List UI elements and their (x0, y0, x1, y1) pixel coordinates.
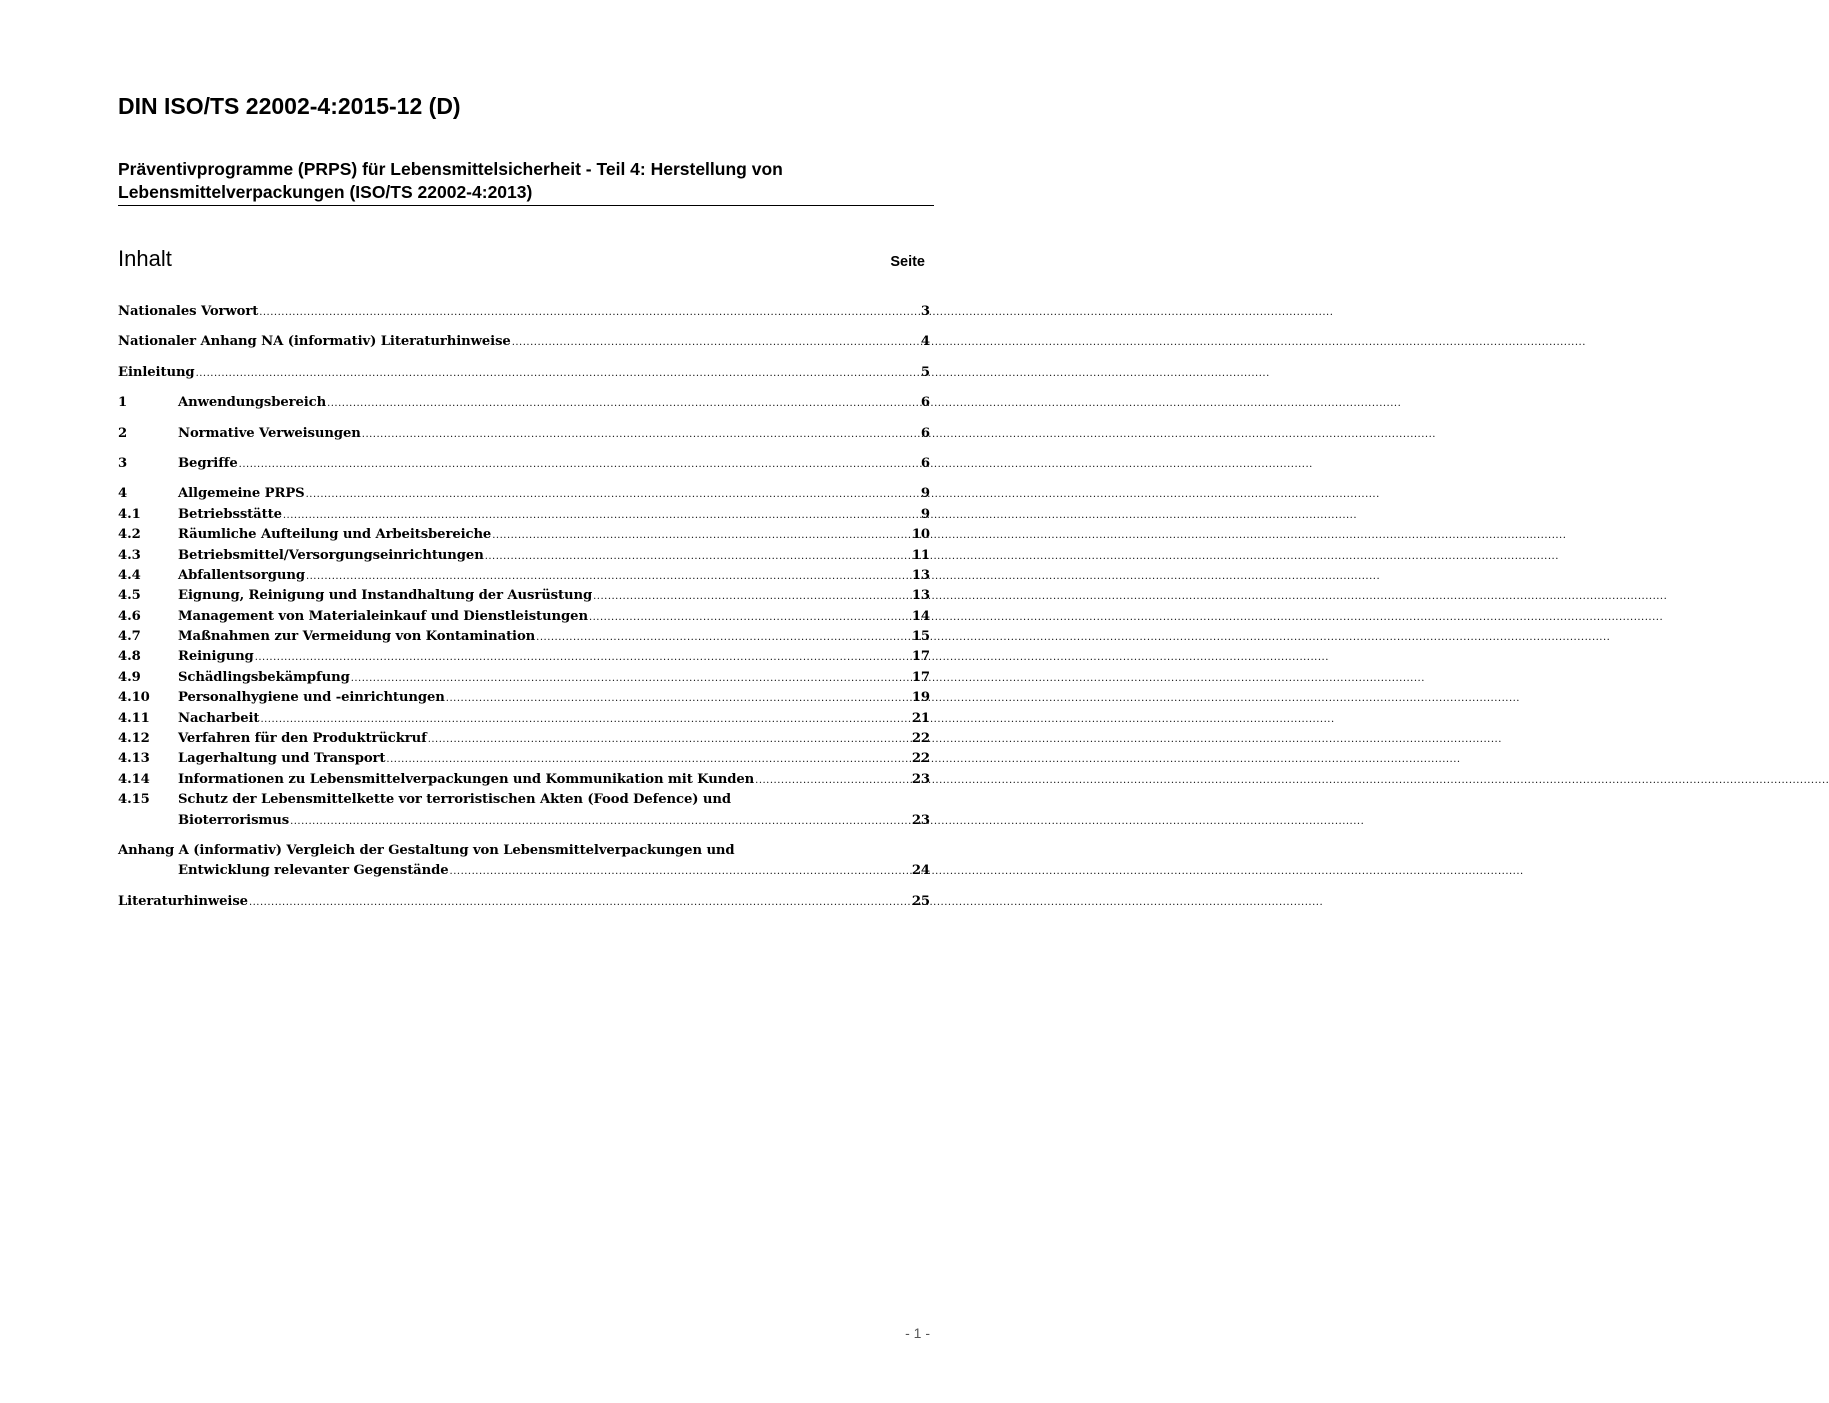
document-subtitle (118, 158, 934, 204)
toc-entry-number: 4.7 (118, 629, 141, 645)
toc-entry-number: 4.4 (118, 567, 141, 583)
toc-leader-dots (306, 485, 920, 505)
toc-leader-dots (259, 303, 920, 323)
toc-entry-label: Anwendungsbereich (178, 395, 327, 411)
toc-entry-label: Nacharbeit (178, 710, 260, 726)
toc-leader-dots (428, 730, 911, 750)
toc-leader-dots (239, 455, 920, 475)
toc-entry-number: 4.10 (118, 690, 150, 706)
toc-entry-label: Reinigung (178, 649, 254, 665)
toc-leader-dots (492, 526, 911, 546)
toc-entry-4-1[interactable] (118, 505, 930, 525)
toc-entry-label: Betriebsmittel/Versorgungseinrichtungen (178, 547, 484, 563)
toc-entry-number: 2 (118, 425, 128, 441)
toc-leader-dots (386, 750, 910, 770)
toc-leader-dots (485, 547, 911, 567)
toc-entry-number: 4.9 (118, 669, 141, 685)
document-title: DIN ISO/TS 22002-4:2015-12 (D) (118, 93, 461, 119)
toc-entry-4-3[interactable] (118, 546, 930, 566)
toc-entry-label: Betriebsstätte (178, 506, 282, 522)
toc-entry-4-11[interactable] (118, 709, 930, 729)
toc-entry-number: 4.1 (118, 506, 141, 522)
toc-entry-page: 3 (920, 304, 930, 319)
toc-entry-number: 4.6 (118, 608, 141, 624)
toc-entry-label: Informationen zu Lebensmittelverpackungen und Kommunikation mit Kunden (178, 771, 755, 787)
toc-entry-page: 6 (920, 395, 930, 411)
toc-entry-nationales-vorwort[interactable] (118, 302, 930, 322)
toc-leader-dots (755, 771, 911, 791)
toc-entry-4-5[interactable] (118, 586, 930, 606)
toc-entry-label: Nationaler Anhang NA (informativ) Literaturhinweise (118, 334, 511, 350)
toc-entry-number: 4.12 (118, 731, 150, 747)
toc-leader-dots (450, 862, 911, 882)
toc-entry-page: 14 (911, 608, 930, 624)
toc-entry-1[interactable] (118, 393, 930, 413)
toc-entry-label-line1: Schutz der Lebensmittelkette vor terroristischen Akten (Food Defence) und (178, 792, 731, 808)
page-number: - 1 - (905, 1325, 930, 1341)
toc-entry-page: 4 (920, 334, 930, 350)
toc-entry-page: 10 (911, 527, 930, 543)
toc-entry-literaturhinweise[interactable] (118, 892, 930, 912)
toc-leader-dots (306, 567, 911, 587)
toc-entry-page: 19 (911, 690, 930, 706)
toc-leader-dots (351, 669, 911, 689)
toc-entry-label: Personalhygiene und -einrichtungen (178, 690, 445, 706)
toc-entry-label: Literaturhinweise (118, 893, 248, 909)
toc-entry-2[interactable] (118, 424, 930, 444)
title-divider (118, 205, 934, 206)
toc-entry-label: Nationales Vorwort (118, 304, 259, 319)
toc-entry-label: Maßnahmen zur Vermeidung von Kontamination (178, 629, 536, 645)
toc-leader-dots (593, 587, 911, 607)
toc-leader-dots (196, 364, 920, 384)
toc-entry-page: 17 (911, 649, 930, 665)
toc-page-column-heading: Seite (890, 254, 925, 270)
toc-entry-label: Normative Verweisungen (178, 425, 361, 441)
toc-entry-page: 6 (920, 425, 930, 441)
toc-leader-dots (283, 506, 920, 526)
toc-entry-4-14[interactable] (118, 770, 930, 790)
toc-entry-page: 23 (911, 771, 930, 787)
toc-entry-page: 21 (911, 710, 930, 726)
toc-entry-label: Eignung, Reinigung und Instandhaltung der Ausrüstung (178, 588, 593, 604)
toc-leader-dots (589, 608, 911, 628)
toc-entry-4-10[interactable] (118, 688, 930, 708)
toc-entry-page: 6 (920, 455, 930, 471)
toc-entry-anhang-a[interactable] (118, 841, 930, 882)
toc-entry-label: Räumliche Aufteilung und Arbeitsbereiche (178, 527, 492, 543)
toc-entry-page: 23 (911, 812, 930, 828)
toc-leader-dots (327, 394, 920, 414)
toc-entry-4-12[interactable] (118, 729, 930, 749)
toc-leader-dots (512, 333, 920, 353)
toc-leader-dots (536, 628, 911, 648)
toc-entry-page: 22 (911, 751, 930, 767)
toc-entry-label: Verfahren für den Produktrückruf (178, 731, 427, 747)
toc-entry-4-8[interactable] (118, 647, 930, 667)
toc-entry-number: 4.3 (118, 547, 141, 563)
toc-entry-4-7[interactable] (118, 627, 930, 647)
toc-entry-3[interactable] (118, 454, 930, 474)
toc-entry-label: Abfallentsorgung (178, 567, 305, 583)
toc-entry-label: Allgemeine PRPS (178, 486, 305, 502)
toc-entry-label-line2: Bioterrorismus (178, 812, 290, 828)
toc-leader-dots (249, 893, 911, 913)
toc-entry-number: 4.5 (118, 588, 141, 604)
toc-entry-label-line1: Anhang A (informativ) Vergleich der Gestaltung von Lebensmittelverpackungen und (118, 842, 735, 858)
toc-entry-label: Lagerhaltung und Transport (178, 751, 386, 767)
toc-entry-4-15[interactable] (118, 790, 930, 831)
toc-entry-number: 4.8 (118, 649, 141, 665)
toc-entry-label: Einleitung (118, 364, 195, 380)
toc-leader-dots (446, 689, 911, 709)
toc-entry-4[interactable] (118, 484, 930, 504)
toc-entry-einleitung[interactable] (118, 363, 930, 383)
toc-entry-4-13[interactable] (118, 749, 930, 769)
table-of-contents (118, 302, 930, 912)
toc-leader-dots (362, 425, 920, 445)
toc-leader-dots (290, 812, 911, 832)
toc-entry-page: 11 (911, 547, 930, 563)
toc-entry-label: Schädlingsbekämpfung (178, 669, 350, 685)
toc-entry-nationaler-anhang[interactable] (118, 332, 930, 352)
toc-entry-4-6[interactable] (118, 607, 930, 627)
toc-entry-page: 25 (911, 893, 930, 909)
toc-entry-page: 24 (911, 863, 930, 879)
toc-entry-page: 13 (911, 588, 930, 604)
toc-entry-page: 9 (920, 506, 930, 522)
toc-entry-number: 3 (118, 455, 128, 471)
toc-entry-page: 5 (920, 364, 930, 380)
toc-leader-dots (260, 710, 910, 730)
toc-entry-number: 4.13 (118, 751, 150, 767)
toc-entry-label: Management von Materialeinkauf und Dienstleistungen (178, 608, 588, 624)
subtitle-line-1: Präventivprogramme (PRPS) für Lebensmittelsicherheit - Teil 4: Herstellung von (118, 159, 783, 179)
toc-entry-number: 4.14 (118, 771, 150, 787)
toc-entry-number: 4 (118, 486, 128, 502)
toc-entry-page: 15 (911, 629, 930, 645)
toc-entry-4-9[interactable] (118, 668, 930, 688)
toc-entry-page: 17 (911, 669, 930, 685)
subtitle-line-2: Lebensmittelverpackungen (ISO/TS 22002-4:2013) (118, 182, 533, 202)
toc-entry-number: 4.15 (118, 792, 150, 808)
toc-entry-label: Begriffe (178, 455, 238, 471)
toc-entry-number: 4.2 (118, 527, 141, 543)
toc-entry-page: 22 (911, 731, 930, 747)
toc-entry-number: 4.11 (118, 710, 150, 726)
toc-entry-4-4[interactable] (118, 566, 930, 586)
toc-entry-page: 9 (920, 486, 930, 502)
toc-entry-page: 13 (911, 567, 930, 583)
toc-entry-label-line2: Entwicklung relevanter Gegenstände (178, 863, 449, 879)
toc-entry-number: 1 (118, 395, 128, 411)
toc-entry-4-2[interactable] (118, 525, 930, 545)
toc-heading: Inhalt (118, 246, 172, 271)
toc-leader-dots (255, 648, 911, 668)
